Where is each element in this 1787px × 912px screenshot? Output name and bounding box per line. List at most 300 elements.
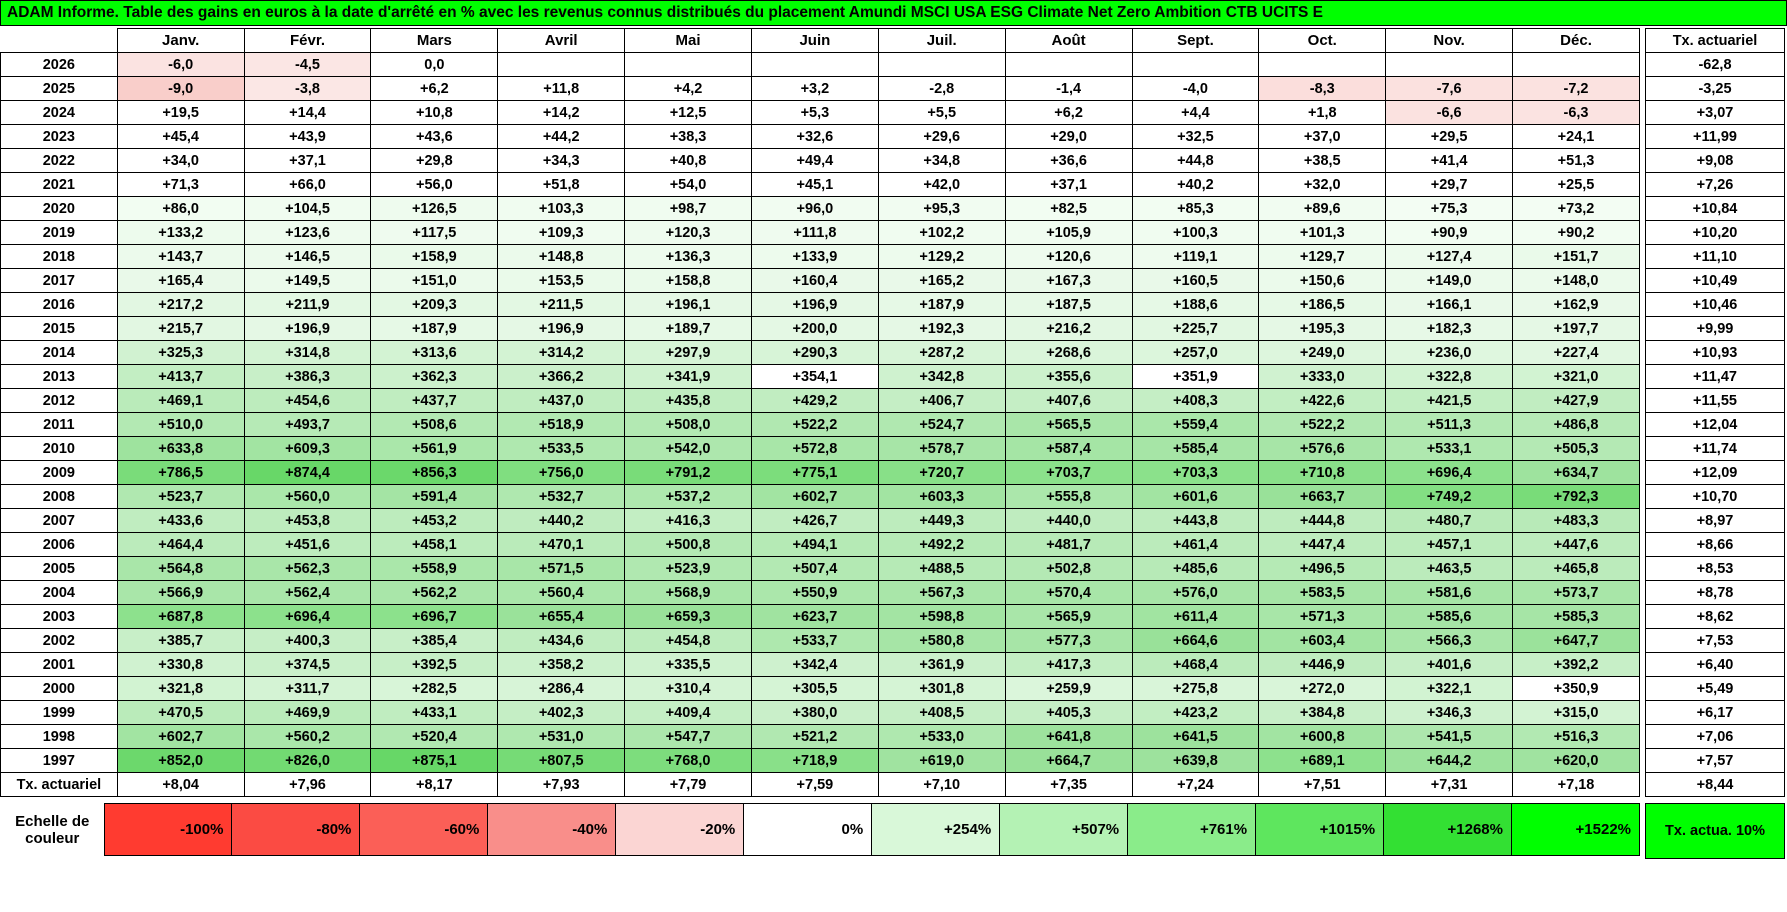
gain-cell: +37,0 <box>1259 125 1386 149</box>
actuarial-row <box>1646 317 1785 341</box>
gain-cell: +461,4 <box>1132 533 1259 557</box>
table-row <box>1 413 1640 437</box>
table-row <box>1 197 1640 221</box>
gain-cell: +342,4 <box>751 653 878 677</box>
gain-cell: +117,5 <box>371 221 498 245</box>
gain-cell: +6,2 <box>371 77 498 101</box>
gain-cell: +577,3 <box>1005 629 1132 653</box>
row-year: 2000 <box>1 677 118 701</box>
gain-cell: +435,8 <box>625 389 752 413</box>
gain-cell: +133,9 <box>751 245 878 269</box>
color-scale-step: -60% <box>360 804 488 856</box>
row-year: 2021 <box>1 173 118 197</box>
row-year: 2012 <box>1 389 118 413</box>
table-row <box>1 653 1640 677</box>
gain-cell: +603,4 <box>1259 629 1386 653</box>
gain-cell: +718,9 <box>751 749 878 773</box>
gain-cell: +342,8 <box>878 365 1005 389</box>
gain-cell: +603,3 <box>878 485 1005 509</box>
gain-cell: +481,7 <box>1005 533 1132 557</box>
gain-cell: +56,0 <box>371 173 498 197</box>
gain-cell: +45,4 <box>117 125 244 149</box>
gain-cell: +633,8 <box>117 437 244 461</box>
header-month-juil: Juil. <box>878 29 1005 53</box>
table-row <box>1 437 1640 461</box>
gain-cell: +4,2 <box>625 77 752 101</box>
gain-cell: +29,0 <box>1005 125 1132 149</box>
gain-cell: +196,9 <box>244 317 371 341</box>
gain-cell <box>625 53 752 77</box>
gain-cell: +710,8 <box>1259 461 1386 485</box>
color-scale-row <box>0 804 1640 856</box>
table-body <box>1 53 1640 773</box>
gain-cell: +73,2 <box>1513 197 1640 221</box>
gain-cell: +433,1 <box>371 701 498 725</box>
gain-cell: +522,2 <box>1259 413 1386 437</box>
gain-cell: +585,3 <box>1513 605 1640 629</box>
table-row <box>1 149 1640 173</box>
gain-cell: +807,5 <box>498 749 625 773</box>
actuarial-row <box>1646 53 1785 77</box>
gain-cell: +32,6 <box>751 125 878 149</box>
gain-cell: +98,7 <box>625 197 752 221</box>
table-row <box>1 53 1640 77</box>
gain-cell: +153,5 <box>498 269 625 293</box>
gain-cell: +341,9 <box>625 365 752 389</box>
gain-cell: +521,2 <box>751 725 878 749</box>
gain-cell: +580,8 <box>878 629 1005 653</box>
gain-cell: +330,8 <box>117 653 244 677</box>
gain-cell: +508,6 <box>371 413 498 437</box>
row-year: 2010 <box>1 437 118 461</box>
gain-cell: +105,9 <box>1005 221 1132 245</box>
gain-cell: +187,9 <box>878 293 1005 317</box>
gain-cell: +90,2 <box>1513 221 1640 245</box>
gain-cell: +104,5 <box>244 197 371 221</box>
actuarial-header-row <box>1646 29 1785 53</box>
actuarial-row <box>1646 485 1785 509</box>
gain-cell: +361,9 <box>878 653 1005 677</box>
gain-cell: +483,3 <box>1513 509 1640 533</box>
actuarial-value: +9,08 <box>1646 149 1785 173</box>
table-row <box>1 677 1640 701</box>
actuarial-row <box>1646 629 1785 653</box>
gain-cell: +508,0 <box>625 413 752 437</box>
gain-cell: +488,5 <box>878 557 1005 581</box>
actuarial-value: +11,55 <box>1646 389 1785 413</box>
gain-cell: +45,1 <box>751 173 878 197</box>
gain-cell: +192,3 <box>878 317 1005 341</box>
row-year: 2001 <box>1 653 118 677</box>
legend-cell: Tx. actua. 10% <box>1646 804 1785 859</box>
gain-cell: +423,2 <box>1132 701 1259 725</box>
gain-cell: +565,5 <box>1005 413 1132 437</box>
actuarial-value: +10,84 <box>1646 197 1785 221</box>
row-year: 2013 <box>1 365 118 389</box>
table-row <box>1 533 1640 557</box>
footer-value: +7,96 <box>244 773 371 797</box>
gain-cell: +86,0 <box>117 197 244 221</box>
gain-cell: +663,7 <box>1259 485 1386 509</box>
gain-cell: +620,0 <box>1513 749 1640 773</box>
gain-cell: +325,3 <box>117 341 244 365</box>
actuarial-row <box>1646 293 1785 317</box>
gain-cell: +561,9 <box>371 437 498 461</box>
table-row <box>1 461 1640 485</box>
gain-cell: +518,9 <box>498 413 625 437</box>
gain-cell: +259,9 <box>1005 677 1132 701</box>
gain-cell: +120,6 <box>1005 245 1132 269</box>
gain-cell: +10,8 <box>371 101 498 125</box>
gain-cell: +562,4 <box>244 581 371 605</box>
actuarial-row <box>1646 749 1785 773</box>
gain-cell: -8,3 <box>1259 77 1386 101</box>
footer-value: +8,17 <box>371 773 498 797</box>
color-scale-step: +1522% <box>1511 804 1639 856</box>
gain-cell: +82,5 <box>1005 197 1132 221</box>
gain-cell: +531,0 <box>498 725 625 749</box>
gain-cell: +282,5 <box>371 677 498 701</box>
gain-cell: +211,5 <box>498 293 625 317</box>
gain-cell: +520,4 <box>371 725 498 749</box>
header-month-aout: Août <box>1005 29 1132 53</box>
gain-cell: +533,5 <box>498 437 625 461</box>
gain-cell: +523,9 <box>625 557 752 581</box>
gain-cell: +37,1 <box>1005 173 1132 197</box>
actuarial-row <box>1646 413 1785 437</box>
gain-cell: +100,3 <box>1132 221 1259 245</box>
table-row <box>1 77 1640 101</box>
gain-cell: +351,9 <box>1132 365 1259 389</box>
row-year: 2009 <box>1 461 118 485</box>
footer-value: +7,79 <box>625 773 752 797</box>
gain-cell: +275,8 <box>1132 677 1259 701</box>
table-row <box>1 485 1640 509</box>
gain-cell: +272,0 <box>1259 677 1386 701</box>
color-scale-label: Echelle de couleur <box>15 812 90 847</box>
row-year: 1998 <box>1 725 118 749</box>
gain-cell <box>1259 53 1386 77</box>
gain-cell: +12,5 <box>625 101 752 125</box>
gain-cell: +297,9 <box>625 341 752 365</box>
gain-cell: +550,9 <box>751 581 878 605</box>
color-scale-step: +507% <box>1000 804 1128 856</box>
gain-cell: +71,3 <box>117 173 244 197</box>
gain-cell: +51,3 <box>1513 149 1640 173</box>
actuarial-row <box>1646 269 1785 293</box>
gain-cell: +358,2 <box>498 653 625 677</box>
header-month-avril: Avril <box>498 29 625 53</box>
gain-cell: +111,8 <box>751 221 878 245</box>
gain-cell: +385,4 <box>371 629 498 653</box>
gain-cell: +120,3 <box>625 221 752 245</box>
gain-cell: +386,3 <box>244 365 371 389</box>
gain-cell: +127,4 <box>1386 245 1513 269</box>
gain-cell: +560,0 <box>244 485 371 509</box>
row-year: 2023 <box>1 125 118 149</box>
gain-cell: +187,5 <box>1005 293 1132 317</box>
gain-cell: +85,3 <box>1132 197 1259 221</box>
gain-cell: +165,2 <box>878 269 1005 293</box>
gain-cell: +533,7 <box>751 629 878 653</box>
gain-cell: +123,6 <box>244 221 371 245</box>
gain-cell: +493,7 <box>244 413 371 437</box>
gain-cell: +463,5 <box>1386 557 1513 581</box>
gain-cell: +566,3 <box>1386 629 1513 653</box>
color-scale-step: +1268% <box>1384 804 1512 856</box>
gain-cell: +443,8 <box>1132 509 1259 533</box>
gain-cell: +362,3 <box>371 365 498 389</box>
gain-cell: -1,4 <box>1005 77 1132 101</box>
row-year: 2015 <box>1 317 118 341</box>
gain-cell: +775,1 <box>751 461 878 485</box>
gain-cell: +211,9 <box>244 293 371 317</box>
row-year: 1997 <box>1 749 118 773</box>
actuarial-value: +7,26 <box>1646 173 1785 197</box>
gain-cell: +4,4 <box>1132 101 1259 125</box>
gain-cell: +133,2 <box>117 221 244 245</box>
gain-cell: +416,3 <box>625 509 752 533</box>
gain-cell: +167,3 <box>1005 269 1132 293</box>
gain-cell: +405,3 <box>1005 701 1132 725</box>
gain-cell: +401,6 <box>1386 653 1513 677</box>
actuarial-row <box>1646 125 1785 149</box>
actuarial-row <box>1646 197 1785 221</box>
gain-cell: +437,0 <box>498 389 625 413</box>
gain-cell: +209,3 <box>371 293 498 317</box>
row-year: 1999 <box>1 701 118 725</box>
table-row <box>1 557 1640 581</box>
table-footer <box>1 773 1640 797</box>
row-year: 2020 <box>1 197 118 221</box>
actuarial-row <box>1646 557 1785 581</box>
gain-cell: +182,3 <box>1386 317 1513 341</box>
gain-cell: -3,8 <box>244 77 371 101</box>
footer-value: +7,18 <box>1513 773 1640 797</box>
gain-cell: +6,2 <box>1005 101 1132 125</box>
gain-cell: +587,4 <box>1005 437 1132 461</box>
gain-cell: -6,3 <box>1513 101 1640 125</box>
gain-cell: +392,5 <box>371 653 498 677</box>
gain-cell: +573,7 <box>1513 581 1640 605</box>
gain-cell: +149,5 <box>244 269 371 293</box>
actuarial-footer-row <box>1646 773 1785 797</box>
legend-table <box>1645 803 1785 859</box>
gain-cell: +197,7 <box>1513 317 1640 341</box>
gain-cell: +565,9 <box>1005 605 1132 629</box>
gain-cell: +314,2 <box>498 341 625 365</box>
gain-cell: +37,1 <box>244 149 371 173</box>
gain-cell: +321,8 <box>117 677 244 701</box>
gain-cell: +560,4 <box>498 581 625 605</box>
gain-cell: +402,3 <box>498 701 625 725</box>
table-row <box>1 341 1640 365</box>
gain-cell: +874,4 <box>244 461 371 485</box>
actuarial-row <box>1646 701 1785 725</box>
gain-cell: +458,1 <box>371 533 498 557</box>
table-row <box>1 389 1640 413</box>
gain-cell: +696,7 <box>371 605 498 629</box>
table-row <box>1 245 1640 269</box>
table-row <box>1 701 1640 725</box>
gain-cell: +600,8 <box>1259 725 1386 749</box>
actuarial-row <box>1646 221 1785 245</box>
gain-cell: +449,3 <box>878 509 1005 533</box>
gain-cell: +447,4 <box>1259 533 1386 557</box>
gain-cell: +570,4 <box>1005 581 1132 605</box>
footer-value: +7,93 <box>498 773 625 797</box>
gain-cell: +350,9 <box>1513 677 1640 701</box>
gain-cell: +216,2 <box>1005 317 1132 341</box>
gain-cell: +346,3 <box>1386 701 1513 725</box>
footer-value: +7,10 <box>878 773 1005 797</box>
actuarial-value: +11,47 <box>1646 365 1785 389</box>
header-month-mars: Mars <box>371 29 498 53</box>
table-row <box>1 317 1640 341</box>
gain-cell: +655,4 <box>498 605 625 629</box>
gain-cell: +290,3 <box>751 341 878 365</box>
gain-cell: +149,0 <box>1386 269 1513 293</box>
gain-cell: +196,9 <box>498 317 625 341</box>
gain-cell: +90,9 <box>1386 221 1513 245</box>
gain-cell: +257,0 <box>1132 341 1259 365</box>
gain-cell: +457,1 <box>1386 533 1513 557</box>
gain-cell: +559,4 <box>1132 413 1259 437</box>
actuarial-value: +11,74 <box>1646 437 1785 461</box>
gain-cell: +602,7 <box>751 485 878 509</box>
footer-value: +7,24 <box>1132 773 1259 797</box>
gain-cell: +611,4 <box>1132 605 1259 629</box>
header-row <box>1 29 1640 53</box>
gain-cell: +500,8 <box>625 533 752 557</box>
gain-cell <box>1386 53 1513 77</box>
gain-cell: +516,3 <box>1513 725 1640 749</box>
gain-cell: +768,0 <box>625 749 752 773</box>
gain-cell: +510,0 <box>117 413 244 437</box>
gain-cell: +659,3 <box>625 605 752 629</box>
gain-cell: +366,2 <box>498 365 625 389</box>
row-year: 2026 <box>1 53 118 77</box>
color-scale-step: +254% <box>872 804 1000 856</box>
gain-cell: +148,0 <box>1513 269 1640 293</box>
gain-cell: +558,9 <box>371 557 498 581</box>
gain-cell: +29,7 <box>1386 173 1513 197</box>
gain-cell: +322,1 <box>1386 677 1513 701</box>
header-month-juin: Juin <box>751 29 878 53</box>
gain-cell: +384,8 <box>1259 701 1386 725</box>
gain-cell: +3,2 <box>751 77 878 101</box>
actuarial-value: +11,99 <box>1646 125 1785 149</box>
gain-cell: +505,3 <box>1513 437 1640 461</box>
row-year: 2014 <box>1 341 118 365</box>
color-scale-step: 0% <box>744 804 872 856</box>
row-year: 2006 <box>1 533 118 557</box>
gain-cell: +562,3 <box>244 557 371 581</box>
gain-cell: +322,8 <box>1386 365 1513 389</box>
table-row <box>1 269 1640 293</box>
gain-cell: +119,1 <box>1132 245 1259 269</box>
gain-cell: +151,0 <box>371 269 498 293</box>
gain-cell: +150,6 <box>1259 269 1386 293</box>
gain-cell: +522,2 <box>751 413 878 437</box>
gain-cell <box>498 53 625 77</box>
gain-cell: +486,8 <box>1513 413 1640 437</box>
gain-cell: +703,3 <box>1132 461 1259 485</box>
gain-cell: +313,6 <box>371 341 498 365</box>
gain-cell: +158,9 <box>371 245 498 269</box>
actuarial-row <box>1646 653 1785 677</box>
actuarial-value: +7,53 <box>1646 629 1785 653</box>
gain-cell: +315,0 <box>1513 701 1640 725</box>
gain-cell: +143,7 <box>117 245 244 269</box>
gain-cell: +465,8 <box>1513 557 1640 581</box>
gain-cell: +440,0 <box>1005 509 1132 533</box>
gain-cell <box>751 53 878 77</box>
gain-cell: +451,6 <box>244 533 371 557</box>
table-row <box>1 125 1640 149</box>
gain-cell: +567,3 <box>878 581 1005 605</box>
actuarial-row <box>1646 245 1785 269</box>
gain-cell: +427,9 <box>1513 389 1640 413</box>
actuarial-row <box>1646 437 1785 461</box>
gain-cell: +576,6 <box>1259 437 1386 461</box>
gain-cell: +541,5 <box>1386 725 1513 749</box>
gain-cell: +186,5 <box>1259 293 1386 317</box>
gain-cell: +609,3 <box>244 437 371 461</box>
header-month-dec: Déc. <box>1513 29 1640 53</box>
gain-cell: +166,1 <box>1386 293 1513 317</box>
actuarial-footer <box>1646 773 1785 797</box>
gain-cell: +196,1 <box>625 293 752 317</box>
gain-cell: +51,8 <box>498 173 625 197</box>
table-row <box>1 749 1640 773</box>
gain-cell: +687,8 <box>117 605 244 629</box>
gain-cell: +129,7 <box>1259 245 1386 269</box>
gain-cell: +34,0 <box>117 149 244 173</box>
actuarial-row <box>1646 101 1785 125</box>
actuarial-value: +8,66 <box>1646 533 1785 557</box>
gain-cell: +537,2 <box>625 485 752 509</box>
gain-cell: +791,2 <box>625 461 752 485</box>
gain-cell: +321,0 <box>1513 365 1640 389</box>
gain-cell: +34,8 <box>878 149 1005 173</box>
gain-cell: -4,5 <box>244 53 371 77</box>
gain-cell: +335,5 <box>625 653 752 677</box>
gain-cell: +447,6 <box>1513 533 1640 557</box>
gain-cell: +480,7 <box>1386 509 1513 533</box>
gain-cell: +454,8 <box>625 629 752 653</box>
gain-cell: +148,8 <box>498 245 625 269</box>
gain-cell: +583,5 <box>1259 581 1386 605</box>
gain-cell: +578,7 <box>878 437 1005 461</box>
gain-cell: +129,2 <box>878 245 1005 269</box>
gain-cell: +511,3 <box>1386 413 1513 437</box>
gain-cell: +374,5 <box>244 653 371 677</box>
gain-cell: -4,0 <box>1132 77 1259 101</box>
gain-cell: +644,2 <box>1386 749 1513 773</box>
gain-cell: +146,5 <box>244 245 371 269</box>
gain-cell: +547,7 <box>625 725 752 749</box>
gain-cell: +38,3 <box>625 125 752 149</box>
header-month-mai: Mai <box>625 29 752 53</box>
color-scale-step: +1015% <box>1256 804 1384 856</box>
actuarial-row <box>1646 461 1785 485</box>
table-header <box>1 29 1640 53</box>
page-title: ADAM Informe. Table des gains en euros à la date d'arrêté en % avec les revenus connus distribués du placement Amundi MSCI USA ESG Climate Net Zero Ambition CTB UCITS E <box>0 0 1787 26</box>
actuarial-value: +9,99 <box>1646 317 1785 341</box>
gain-cell: +407,6 <box>1005 389 1132 413</box>
row-year: 2008 <box>1 485 118 509</box>
